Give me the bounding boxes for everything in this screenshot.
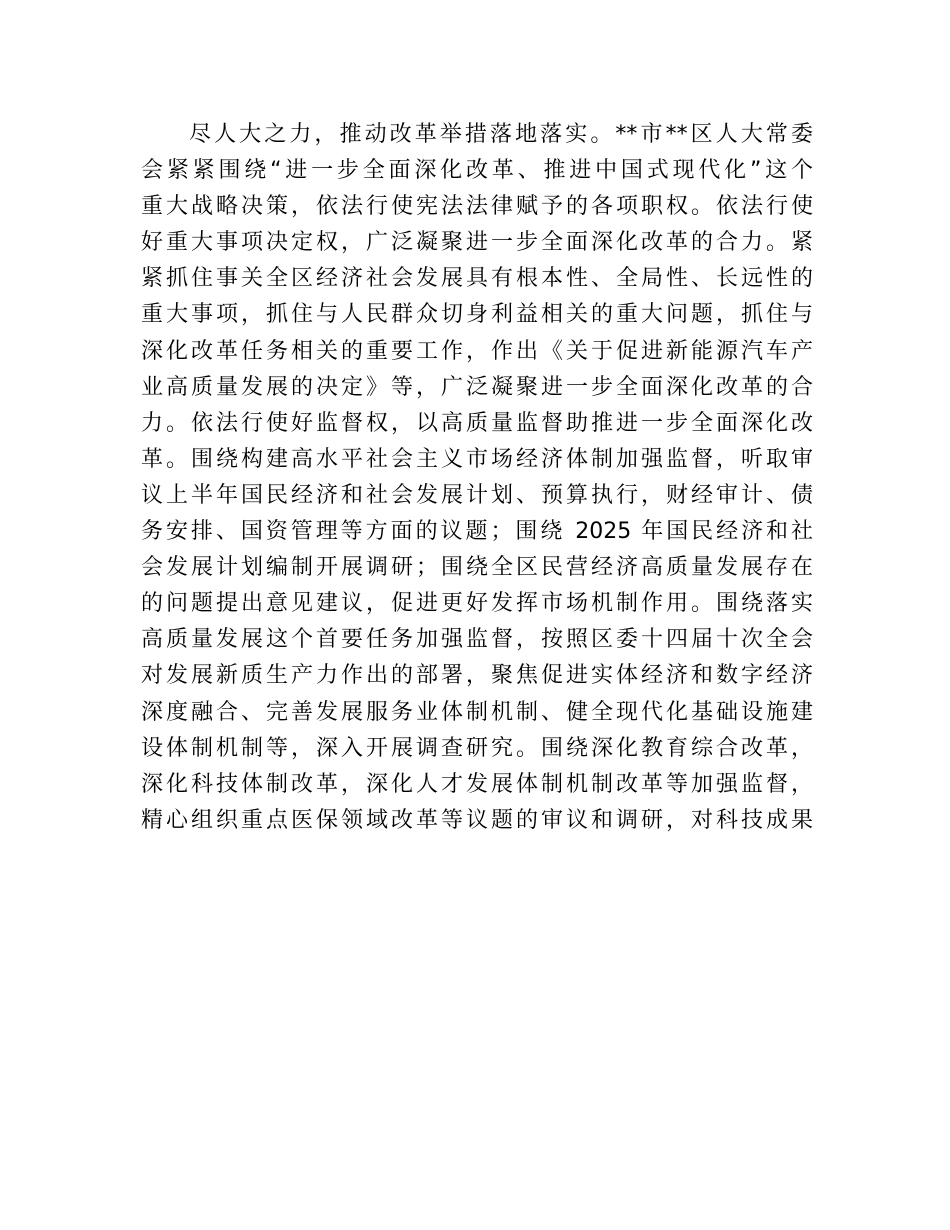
paragraph-line-12: 务安排、国资管理等方面的议题；围绕 2025 年国民经济和社 [141,519,813,545]
paragraph-line-3: 重大战略决策，依法行使宪法法律赋予的各项职权。依法行使 [141,194,813,220]
body-paragraph [141,117,813,839]
paragraph-line-15: 高质量发展这个首要任务加强监督，按照区委十四届十次全会 [141,627,813,653]
paragraph-line-5: 紧抓住事关全区经济社会发展具有根本性、全局性、长远性的 [141,266,813,292]
paragraph-line-16: 对发展新质生产力作出的部署，聚焦促进实体经济和数字经济 [141,663,813,689]
paragraph-line-19: 深化科技体制改革，深化人才发展体制机制改革等加强监督， [141,771,813,797]
paragraph-line-6: 重大事项，抓住与人民群众切身利益相关的重大问题，抓住与 [141,302,813,328]
paragraph-line-10: 革。围绕构建高水平社会主义市场经济体制加强监督，听取审 [141,446,813,472]
paragraph-line-2: 会紧紧围绕“进一步全面深化改革、推进中国式现代化”这个 [141,158,813,184]
paragraph-line-18: 设体制机制等，深入开展调查研究。围绕深化教育综合改革， [141,735,813,761]
paragraph-line-4: 好重大事项决定权，广泛凝聚进一步全面深化改革的合力。紧 [141,230,813,256]
paragraph-line-8: 业高质量发展的决定》等，广泛凝聚进一步全面深化改革的合 [141,374,813,400]
paragraph-line-7: 深化改革任务相关的重要工作，作出《关于促进新能源汽车产 [141,338,813,364]
paragraph-line-13: 会发展计划编制开展调研；围绕全区民营经济高质量发展存在 [141,555,813,581]
paragraph-line-11: 议上半年国民经济和社会发展计划、预算执行，财经审计、债 [141,482,813,508]
paragraph-line-1: 尽人大之力，推动改革举措落地落实。**市**区人大常委 [189,122,813,147]
paragraph-line-9: 力。依法行使好监督权，以高质量监督助推进一步全面深化改 [141,410,813,436]
paragraph-line-14: 的问题提出意见建议，促进更好发挥市场机制作用。围绕落实 [141,591,813,617]
paragraph-line-17: 深度融合、完善发展服务业体制机制、健全现代化基础设施建 [141,699,813,725]
paragraph-line-20: 精心组织重点医保领域改革等议题的审议和调研，对科技成果 [141,807,813,833]
